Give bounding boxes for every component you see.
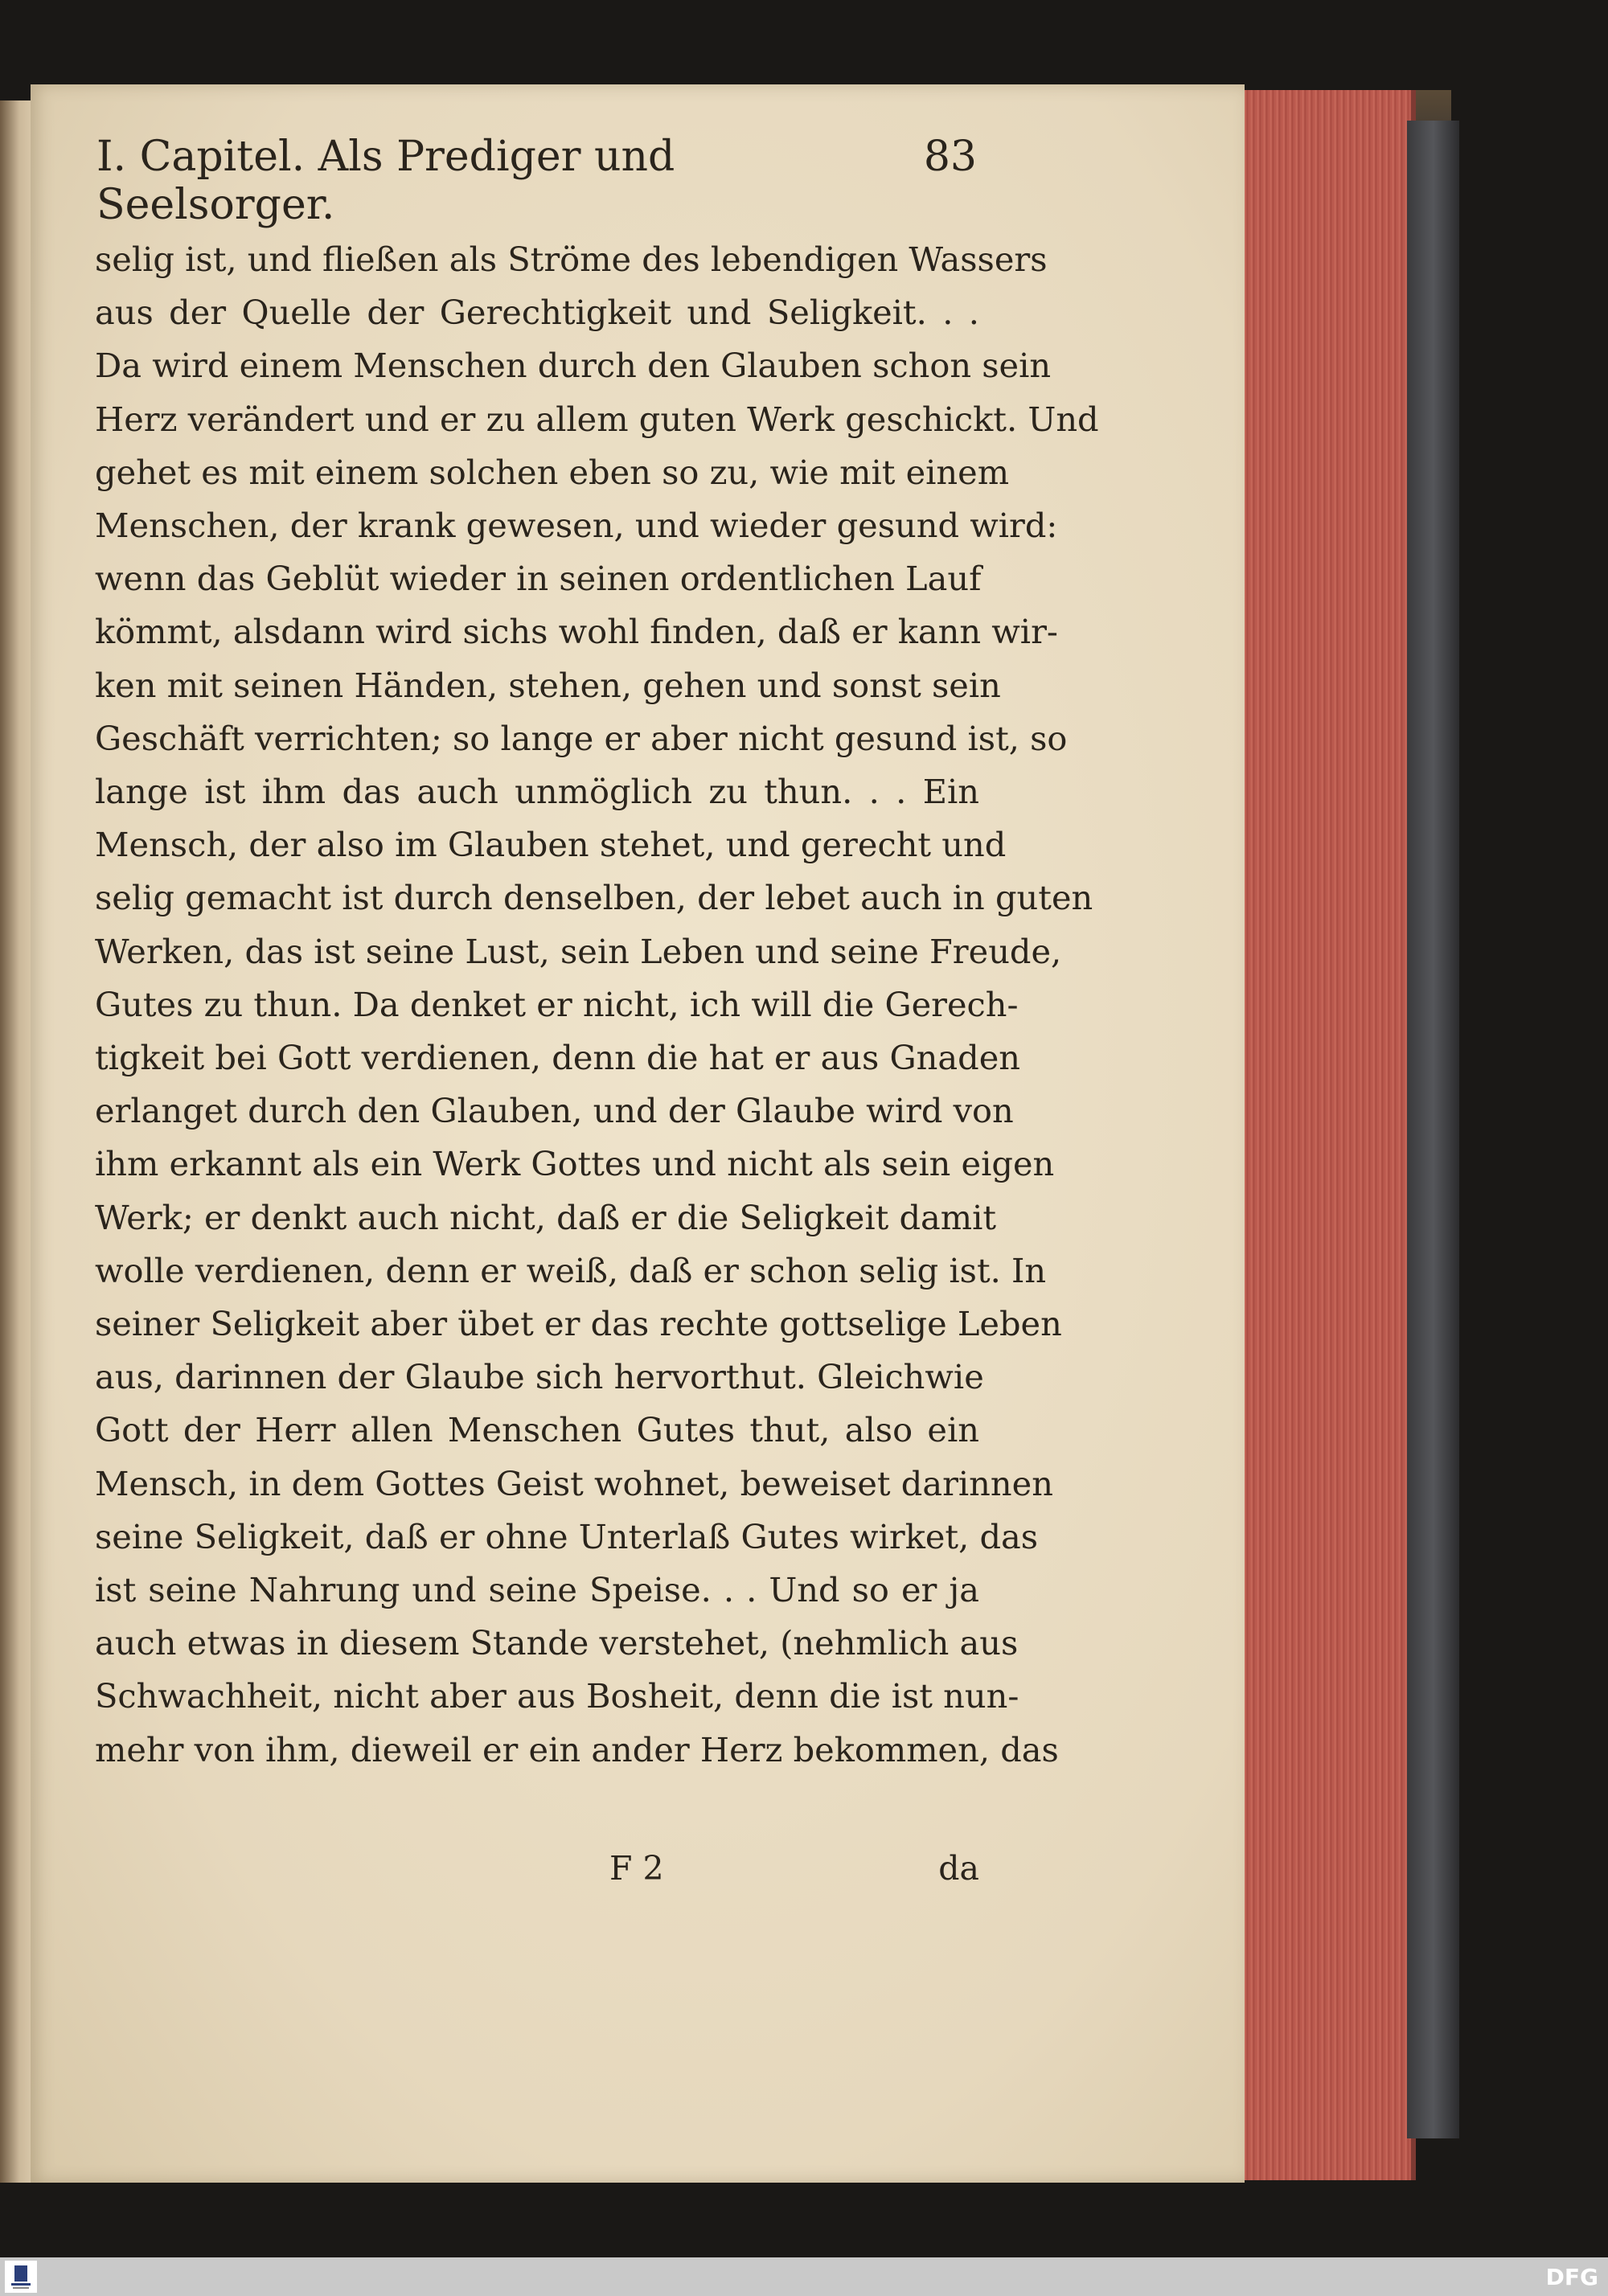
text-line: Werk; er denkt auch nicht, daß er die Seligkeit damit: [95, 1197, 997, 1237]
page-number: 83: [923, 133, 977, 181]
dfg-label: DFG: [1545, 2264, 1598, 2290]
text-line: Geschäft verrichten; so lange er aber nicht gesund ist, so: [95, 718, 1068, 758]
text-line: Mensch, in dem Gottes Geist wohnet, beweiset darinnen: [95, 1463, 1053, 1503]
text-line: Schwachheit, nicht aber aus Bosheit, denn die ist nun-: [95, 1676, 1019, 1716]
catchword: da: [938, 1849, 979, 1888]
text-line: wenn das Geblüt wieder in seinen ordentlichen Lauf: [95, 559, 982, 599]
text-line: Gutes zu thun. Da denket er nicht, ich will die Gerech-: [95, 984, 1019, 1024]
text-line: gehet es mit einem solchen eben so zu, wie mit einem: [95, 452, 1010, 492]
text-line: Gott der Herr allen Menschen Gutes thut, also ein: [95, 1410, 979, 1450]
text-line: Werken, das ist seine Lust, sein Leben und seine Freude,: [95, 931, 1062, 971]
text-line: Menschen, der krank gewesen, und wieder gesund wird:: [95, 506, 1058, 546]
running-title: I. Capitel. Als Prediger und Seelsorger.: [96, 133, 675, 229]
text-line: selig ist, und fließen als Ströme des lebendigen Wassers: [95, 240, 1048, 279]
viewer-bottom-bar: [0, 2257, 1608, 2296]
book-cover-board: [1407, 121, 1459, 2138]
library-logo-icon: [5, 2261, 37, 2293]
text-line: ihm erkannt als ein Werk Gottes und nicht als sein eigen: [95, 1144, 1055, 1184]
text-line: aus, darinnen der Glaube sich hervorthut. Gleichwie: [95, 1357, 984, 1397]
text-line: seiner Seligkeit aber übet er das rechte gottselige Leben: [95, 1304, 1062, 1344]
text-line: wolle verdienen, denn er weiß, daß er schon selig ist. In: [95, 1250, 1047, 1290]
signature-mark: F 2: [609, 1849, 664, 1888]
text-line: Da wird einem Menschen durch den Glauben schon sein: [95, 346, 1052, 386]
text-line: ist seine Nahrung und seine Speise. . . Und so er ja: [95, 1570, 979, 1610]
text-line: Herz verändert und er zu allem guten Werk geschickt. Und: [95, 399, 1099, 439]
text-line: seine Seligkeit, daß er ohne Unterlaß Gutes wirket, das: [95, 1516, 1039, 1556]
text-line: ken mit seinen Händen, stehen, gehen und sonst sein: [95, 665, 1001, 705]
gilt-page-block: [1230, 90, 1416, 2180]
text-line: selig gemacht ist durch denselben, der lebet auch in guten: [95, 878, 1093, 918]
text-line: mehr von ihm, dieweil er ein ander Herz bekommen, das: [95, 1729, 1059, 1769]
text-line: aus der Quelle der Gerechtigkeit und Seligkeit. . .: [95, 293, 979, 333]
running-header: [96, 133, 977, 229]
text-line: Mensch, der also im Glauben stehet, und gerecht und: [95, 825, 1007, 865]
text-line: kömmt, alsdann wird sichs wohl finden, daß er kann wir-: [95, 612, 1058, 652]
text-line: auch etwas in diesem Stande verstehet, (nehmlich aus: [95, 1623, 1019, 1663]
text-line: lange ist ihm das auch unmöglich zu thun. . . Ein: [95, 772, 979, 812]
left-page-edge: [0, 100, 32, 2183]
text-line: tigkeit bei Gott verdienen, denn die hat er aus Gnaden: [95, 1038, 1020, 1078]
body-text: [95, 233, 1099, 1777]
text-line: erlanget durch den Glauben, und der Glaube wird von: [95, 1091, 1014, 1131]
